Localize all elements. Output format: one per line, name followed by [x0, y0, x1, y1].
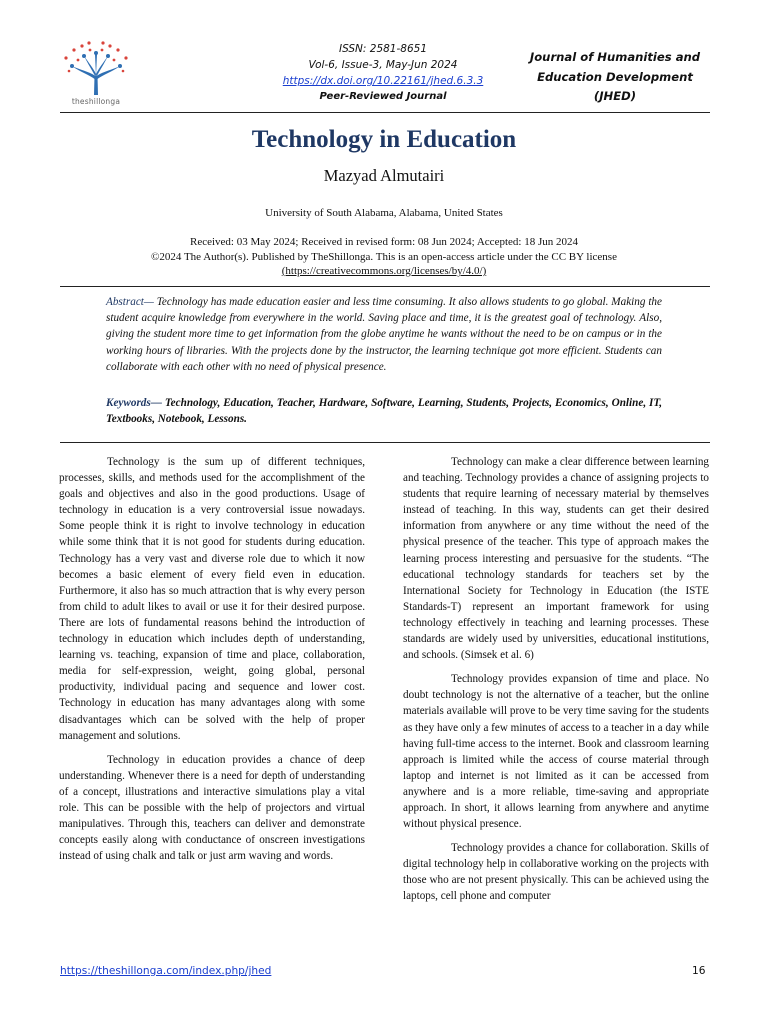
journal-meta — [240, 41, 526, 105]
keywords-text: Technology, Education, Teacher, Hardware, Software, Learning, Students, Projects, Economics, Online, IT, Textbooks, Notebook, Lessons. — [106, 397, 662, 426]
publisher-logo — [58, 40, 134, 110]
abstract-divider-bottom — [60, 442, 710, 443]
body-column-right — [403, 454, 709, 913]
received-dates: Received: 03 May 2024; Received in revised form: 08 Jun 2024; Accepted: 18 Jun 2024 — [190, 236, 578, 248]
abstract — [106, 294, 662, 375]
article-author: Mazyad Almutairi — [323, 166, 445, 185]
paragraph: Technology can make a clear difference between learning and teaching. Technology provides a chance of assigning projects to students that require learning of necessary material by themselves instead of teaching. In this way, students can get their desired information from anywhere or any time without the need of the physical presence of the teacher. This type of approach makes the learning process interesting and persuasive for the students. “The educational technology standards for teachers set by the International Society for Technology in Education (the ISTE Standards-T) represent an important framework for using technology effectively in teaching and learning processes. These standards are widely used by universities, educational institutions, and schools. (Simsek et al. 6) — [403, 456, 709, 662]
paragraph: Technology provides expansion of time and place. No doubt technology is not the alternative of a teacher, but the online materials available will prove to be very time saving for the students as they have only a few minutes of access to a teacher in a day while having full-time access to the internet. Book and classroom learning approach is limited while the access of course material through laptop and internet is not limited as it can be accessed from anywhere and is a more reliable, time-saving and appropriate approach. In short, it allows learning from anywhere and anytime without physical presence. — [403, 673, 709, 831]
issn: ISSN: 2581-8651 — [338, 43, 427, 55]
journal-name-line2: Education Development — [537, 69, 693, 84]
page-header — [0, 0, 768, 114]
abstract-divider-top — [60, 286, 710, 287]
keywords — [106, 395, 662, 427]
article-history — [0, 235, 768, 279]
doi-link[interactable]: https://dx.doi.org/10.22161/jhed.6.3.3 — [282, 75, 484, 87]
journal-name-line1: Journal of Humanities and — [529, 50, 701, 64]
paragraph: Technology is the sum up of different techniques, processes, skills, and methods used for the accomplishment of the goals and objectives and also in the good productions. Usage of technology in education is a very controversial issue nowadays. Some people think it is right to involve technology in education while some think that it is not good for students during education. Technology has a very vast and diverse role due to which it now becomes a basic element of every field even in education. Furthermore, it also has so much attraction that is why every person from child to adult likes to avail or use it for their desired purpose. There are lots of fundamental reasons behind the introduction of technology in education which includes depth of understanding, learning vs. teaching, expansion of time and place, collaboration, media for self-expression, weight, going global, personal productivity, individual pacing and sequence and lower cost. Technology in education has many advantages along with some disadvantages which can be solved with the help of proper management and solutions. — [59, 456, 365, 742]
body-column-left — [59, 454, 365, 872]
peer-reviewed-label: Peer-Reviewed Journal — [319, 91, 447, 102]
journal-name — [520, 48, 710, 107]
license-link[interactable]: (https://creativecommons.org/licenses/by/4.0/) — [281, 265, 487, 277]
author-affiliation: University of South Alabama, Alabama, United States — [265, 207, 503, 219]
article-title: Technology in Education — [251, 126, 517, 153]
paragraph: Technology in education provides a chance of deep understanding. Whenever there is a need for depth of understanding of a concept, illustrations and interactive simulations play a vital role. This can be possible with the help of projectors and virtual manipulatives. Through this, teachers can deliver and demonstrate concepts easily along with conductance of onscreen investigations instead of using chalk and talk or just arm waving and words. — [59, 753, 365, 863]
keywords-label: Keywords— — [106, 397, 162, 409]
abstract-text: Technology has made education easier and less time consuming. It also allows students to go global. Making the student acquire knowledge from everywhere in the world. Saving place and time, it is the greatest goal of technology. Also, giving the student more time to get information from the globe anytime he wants without the need to be on campus or in the working hours of libraries. With the projects done by the instructor, the learning technique got more efficient. Students can collaborate with each other with no need of physical presence. — [106, 296, 662, 373]
page-number: 16 — [692, 965, 706, 977]
footer-journal-link[interactable]: https://theshillonga.com/index.php/jhed — [60, 965, 272, 977]
volume-issue: Vol-6, Issue-3, May-Jun 2024 — [308, 59, 458, 71]
paragraph: Technology provides a chance for collaboration. Skills of digital technology help in collaborative working on the projects with those who are not present physically. This can be achieved using the laptops, cell phone and computer — [403, 842, 709, 903]
journal-abbrev: (JHED) — [593, 89, 637, 103]
tree-logo-icon — [58, 40, 134, 96]
abstract-label: Abstract— — [106, 296, 154, 308]
header-divider — [60, 112, 710, 113]
copyright-notice: ©2024 The Author(s). Published by TheShillonga. This is an open-access article under the CC BY license — [151, 250, 617, 263]
logo-wordmark: theshillonga — [71, 97, 121, 106]
